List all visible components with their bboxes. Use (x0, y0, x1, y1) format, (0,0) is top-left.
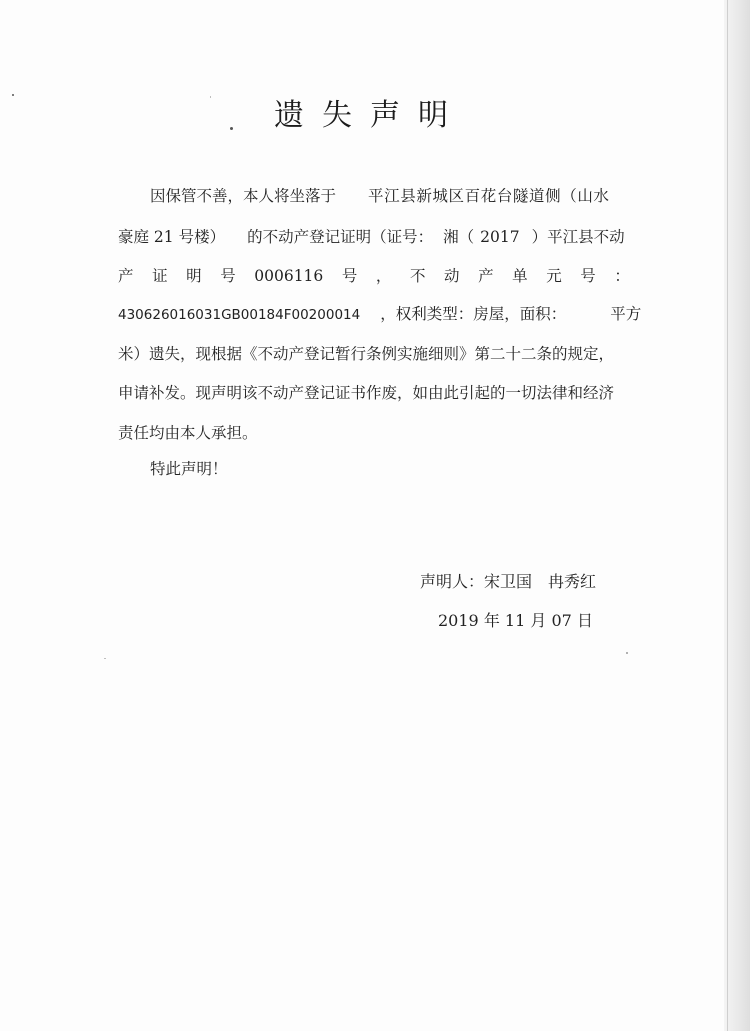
l3-token: ： (614, 267, 630, 285)
certificate-paren-close: ） (531, 228, 548, 246)
certificate-province: 湘（ (443, 228, 475, 246)
l3-token: 动 (444, 267, 460, 285)
body-line-3 (118, 266, 630, 286)
certificate-number: 0006116 (254, 267, 324, 285)
l3-token: 号 (220, 267, 236, 285)
body-line-1 (150, 186, 610, 206)
l3-token: 单 (512, 267, 528, 285)
date-year: 2019 (438, 611, 479, 630)
body-line-1-prefix: 因保管不善，本人将坐落于 (150, 187, 337, 205)
certificate-year: 2017 (480, 228, 520, 246)
address-text-end: 豪庭 21 号楼） (118, 228, 226, 246)
signature-label: 声明人： (420, 572, 485, 591)
l3-token: 号 (341, 267, 358, 285)
date-month-unit: 月 (530, 611, 547, 630)
body-line-4-text: ，权利类型：房屋，面积： (380, 305, 567, 323)
body-line-2 (118, 227, 625, 247)
l3-token: 产 (118, 267, 134, 285)
body-line-5: 米）遗失，现根据《不动产登记暂行条例实施细则》第二十二条的规定， (118, 345, 615, 363)
declarant-name-1: 宋卫国 (484, 572, 533, 591)
document-title: 遗失声明 (274, 98, 466, 133)
signature-line (420, 569, 596, 592)
date-day-unit: 日 (576, 611, 593, 630)
body-line-4 (118, 304, 641, 325)
date-month: 11 (504, 611, 526, 630)
l3-token: ， (375, 267, 392, 285)
l3-token: 号 (580, 267, 596, 285)
address-text: 平江县新城区百花台隧道侧（山水 (368, 187, 610, 205)
l3-token: 证 (152, 267, 168, 285)
scan-edge-line (727, 0, 728, 1031)
declaration-date (438, 608, 593, 631)
body-line-6: 申请补发。现声明该不动产登记证书作废，如由此引起的一切法律和经济 (118, 384, 615, 402)
declarant-name-2: 冉秀红 (548, 572, 597, 591)
date-day: 07 (551, 611, 572, 630)
body-line-2-text: 的不动产登记证明（证号： (247, 228, 434, 246)
l3-token: 产 (478, 267, 494, 285)
closing-statement: 特此声明！ (150, 460, 228, 478)
l3-token: 不 (409, 267, 426, 285)
scan-speck (104, 658, 106, 659)
area-unit: 平方 (610, 305, 642, 323)
date-year-unit: 年 (483, 611, 500, 630)
l3-token: 元 (546, 267, 562, 285)
body-line-7: 责任均由本人承担。 (118, 424, 258, 442)
l3-token: 明 (186, 267, 202, 285)
property-unit-number: 430626016031GB00184F00200014 (118, 307, 361, 323)
certificate-county: 平江县不动 (547, 228, 625, 246)
scan-speck (626, 652, 628, 654)
